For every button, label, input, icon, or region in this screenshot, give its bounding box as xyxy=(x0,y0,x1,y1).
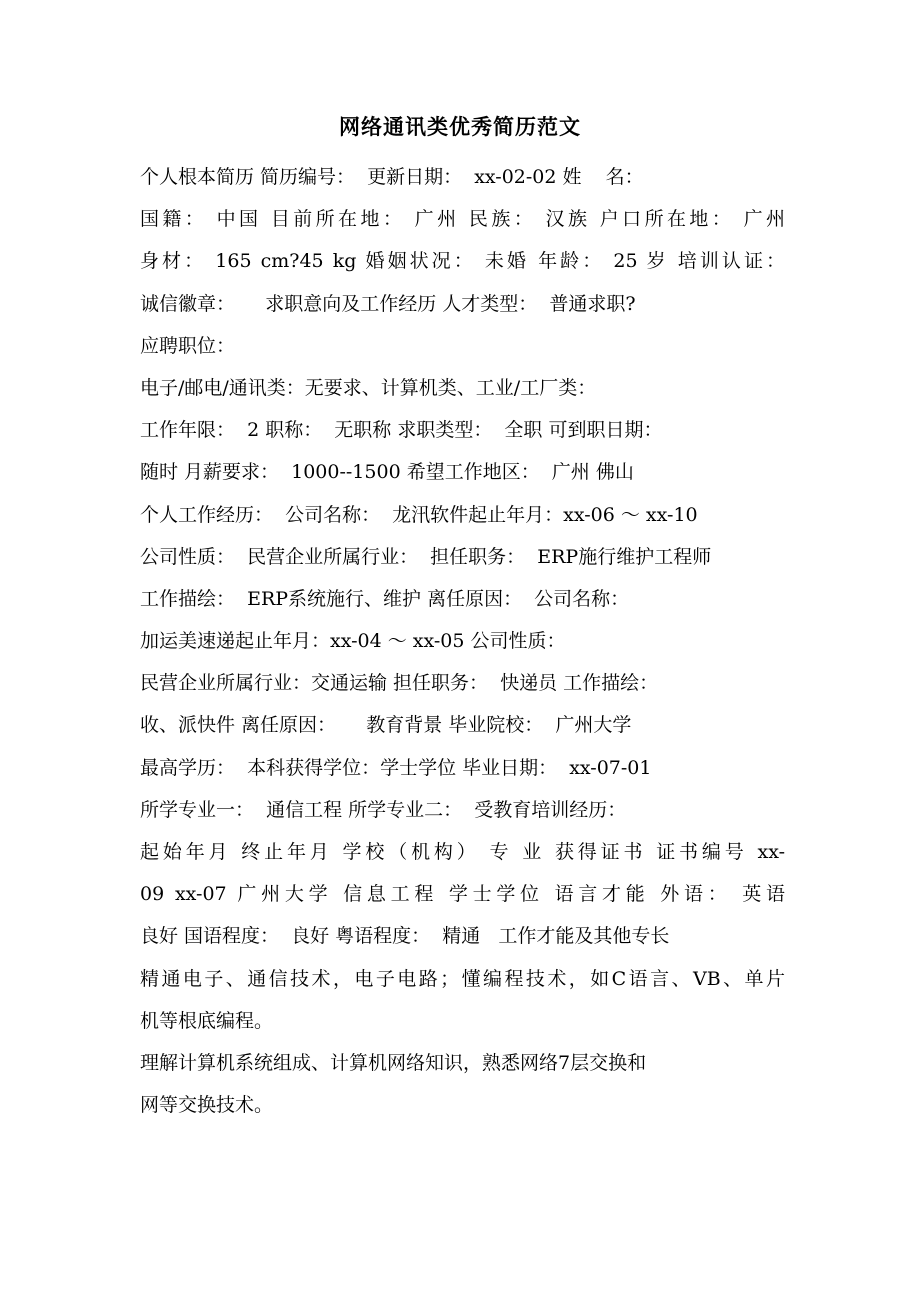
text-line: 收、派快件 离任原因： 教育背景 毕业院校： 广州大学 xyxy=(140,714,632,737)
text-line: 起始年月 终止年月 学校（机构） 专 业 获得证书 证书编号 xx- xyxy=(140,841,785,863)
text-line: 应聘职位： xyxy=(140,334,236,357)
text-line: 个人工作经历： 公司名称： 龙汛软件起止年月：xx-06 ～ xx-10 xyxy=(140,503,698,526)
text-line: 精通电子、通信技术，电子电路；懂编程技术，如C语言、VB、单片 xyxy=(140,967,785,990)
document-title: 网络通讯类优秀简历范文 xyxy=(339,115,581,139)
text-line: 网等交换技术。 xyxy=(140,1094,274,1117)
text-line: 个人根本简历 简历编号： 更新日期： xx-02-02 姓 名： xyxy=(140,166,644,188)
text-line: 诚信徽章： 求职意向及工作经历 人才类型： 普通求职? xyxy=(140,292,636,315)
text-line: 机等根底编程。 xyxy=(140,1009,274,1032)
text-line: 最高学历： 本科获得学位：学士学位 毕业日期： xx-07-01 xyxy=(140,756,652,779)
text-line: 加运美速递起止年月：xx-04 ～ xx-05 公司性质： xyxy=(140,630,566,653)
text-line: 良好 国语程度： 良好 粤语程度： 精通 工作才能及其他专长 xyxy=(140,925,670,948)
text-line: 身材： 165 cm?45 kg 婚姻状况： 未婚 年龄： 25 岁 培训认证： xyxy=(140,250,785,273)
text-line: 工作年限： 2 职称： 无职称 求职类型： 全职 可到职日期： xyxy=(140,419,663,442)
text-line: 所学专业一： 通信工程 所学专业二： 受教育培训经历： xyxy=(140,798,627,821)
text-line: 09 xx-07 广州大学 信息工程 学士学位 语言才能 外语： 英语 xyxy=(140,883,785,906)
document-body xyxy=(140,156,785,1126)
text-line: 公司性质： 民营企业所属行业： 担任职务： ERP施行维护工程师 xyxy=(140,545,712,568)
text-line: 国籍： 中国 目前所在地： 广州 民族： 汉族 户口所在地： 广州 xyxy=(140,208,785,231)
text-line: 民营企业所属行业：交通运输 担任职务： 快递员 工作描绘： xyxy=(140,672,659,695)
text-line: 工作描绘： ERP系统施行、维护 离任原因： 公司名称： xyxy=(140,587,630,610)
text-line: 电子/邮电/通讯类：无要求、计算机类、工业/工厂类： xyxy=(140,376,597,399)
text-line: 随时 月薪要求： 1000--1500 希望工作地区： 广州 佛山 xyxy=(140,461,634,484)
text-line: 理解计算机系统组成、计算机网络知识，熟悉网络7层交换和 xyxy=(140,1051,647,1074)
